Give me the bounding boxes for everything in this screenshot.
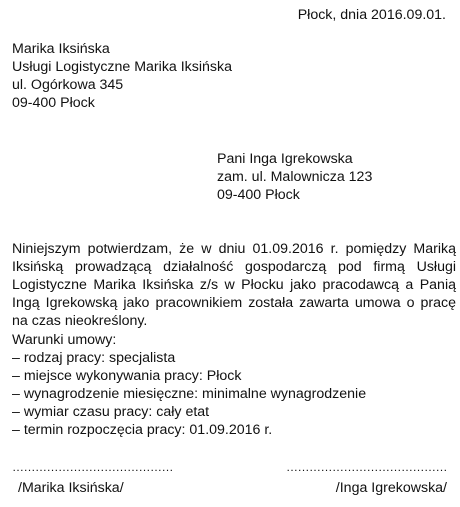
- term-item: – miejsce wykonywania pracy: Płock: [12, 368, 242, 384]
- sender-city: 09-400 Płock: [12, 95, 95, 111]
- employer-signature: [12, 461, 173, 497]
- employee-signature-name: /Inga Igrekowska/: [335, 480, 447, 496]
- sender-address-block: [12, 40, 232, 112]
- term-item: – rodzaj pracy: specjalista: [12, 350, 176, 366]
- employer-signature-name: /Marika Iksińska/: [18, 480, 124, 496]
- sender-name: Marika Iksińska: [12, 41, 110, 57]
- signature-line: ……………………………………: [286, 460, 447, 474]
- recipient-street: zam. ul. Malownicza 123: [217, 169, 373, 185]
- recipient-city: 09-400 Płock: [217, 187, 300, 203]
- recipient-name: Pani Inga Igrekowska: [217, 151, 353, 167]
- term-item: – wynagrodzenie miesięczne: minimalne wynagrodzenie: [12, 386, 367, 402]
- term-item: – wymiar czasu pracy: cały etat: [12, 404, 210, 420]
- term-item: – termin rozpoczęcia pracy: 01.09.2016 r.: [12, 422, 273, 438]
- terms-title: Warunki umowy:: [12, 332, 117, 348]
- sender-company: Usługi Logistyczne Marika Iksińska: [12, 59, 232, 75]
- place-and-date: Płock, dnia 2016.09.01.: [297, 7, 446, 23]
- signature-line: ……………………………………: [12, 460, 173, 474]
- recipient-address-block: [217, 150, 372, 204]
- letter-body: [12, 240, 456, 439]
- sender-street: ul. Ogórkowa 345: [12, 77, 124, 93]
- confirmation-paragraph: Niniejszym potwierdzam, że w dniu 01.09.2016 r. pomiędzy Mariką Iksińską prowadzącą działalność gospodarczą pod firmą Usługi Logistyczne Marika Iksińska z/s w Płocku jako pracodawcą a Panią Ingą Igrekowską jako pracownikiem została zawarta umowa o pracę na czas nieokreślony.: [12, 241, 456, 329]
- employee-signature: [286, 461, 447, 497]
